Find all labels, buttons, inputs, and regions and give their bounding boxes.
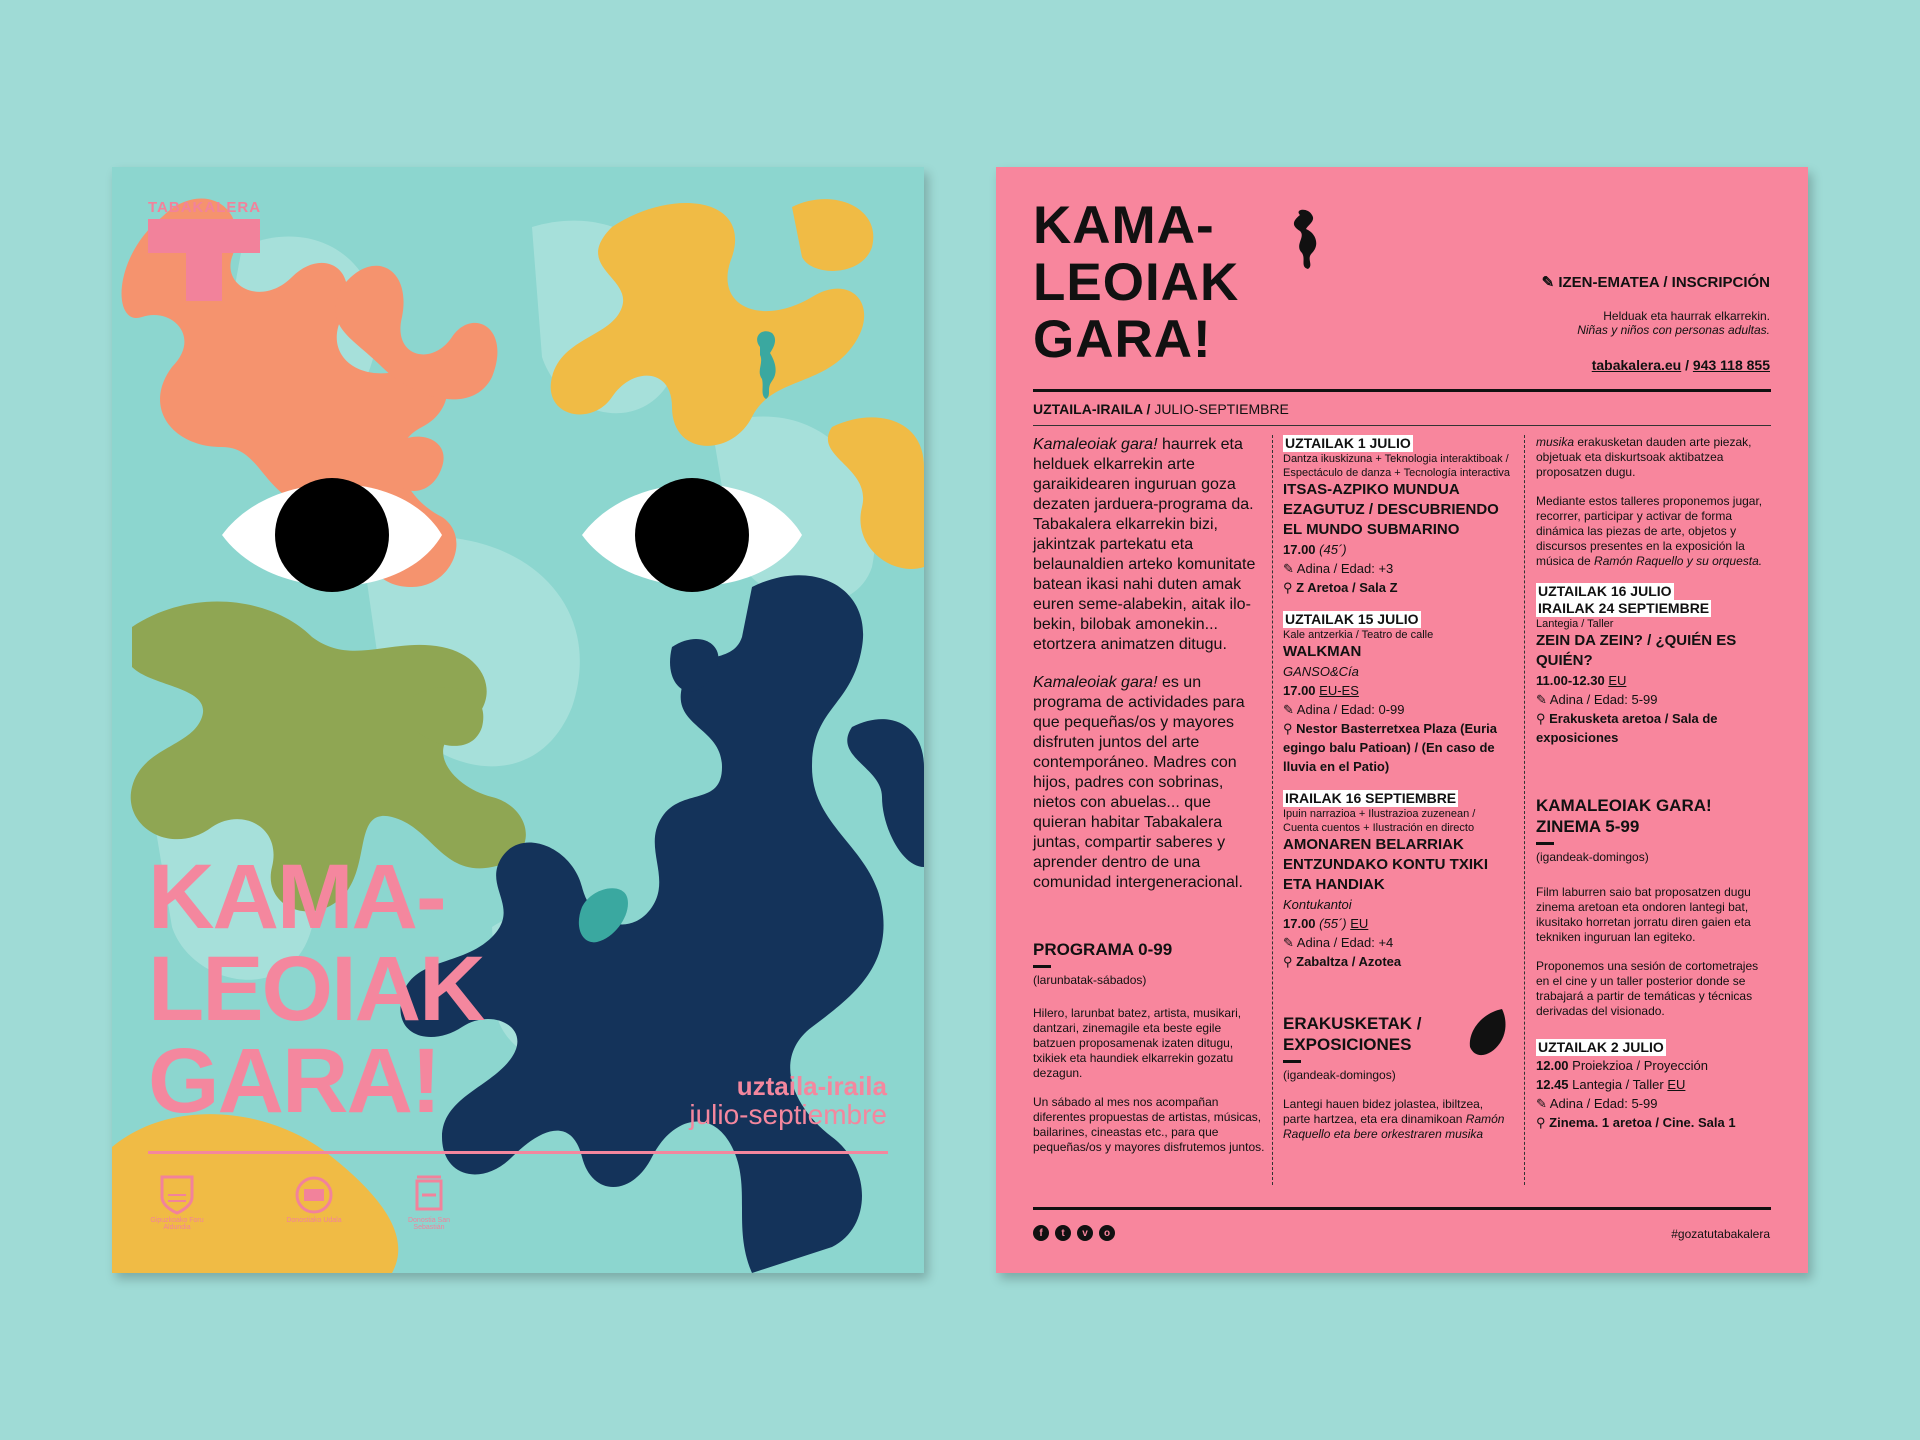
logo-caption: Gipuzkoako Foru Aldundia bbox=[150, 1217, 204, 1231]
logo-caption: Donostia San Sebastián bbox=[407, 1217, 451, 1231]
facebook-icon[interactable]: f bbox=[1033, 1225, 1049, 1241]
intro-eu bbox=[1033, 435, 1265, 655]
event-company bbox=[1283, 662, 1513, 681]
event-time-value: 11.00-12.30 bbox=[1536, 673, 1605, 688]
social-icons bbox=[1033, 1225, 1115, 1241]
event-2 bbox=[1283, 611, 1513, 776]
programa-title: PROGRAMA 0-99 bbox=[1033, 940, 1173, 959]
intro-es bbox=[1033, 673, 1265, 893]
period-line bbox=[1033, 401, 1289, 417]
period-rule bbox=[1033, 425, 1771, 426]
event-age bbox=[1536, 690, 1771, 709]
event-lang: EU bbox=[1350, 916, 1369, 931]
event-activity: Lantegia / Taller bbox=[1572, 1077, 1664, 1092]
event-time bbox=[1283, 914, 1513, 933]
section-dash bbox=[1283, 1060, 1301, 1063]
event-place bbox=[1536, 709, 1771, 747]
zinema-title: KAMALEOIAK GARA! ZINEMA 5-99 bbox=[1536, 796, 1712, 836]
location-pin-icon: ⚲ bbox=[1283, 954, 1297, 969]
column-divider bbox=[1524, 435, 1526, 1185]
event-time-value: 17.00 bbox=[1283, 683, 1316, 698]
footer-rule bbox=[1033, 1207, 1771, 1210]
event-company-text: Kontukantoi bbox=[1283, 897, 1352, 912]
event-place-text: Zabaltza / Azotea bbox=[1296, 954, 1402, 969]
event-time bbox=[1283, 540, 1513, 559]
section-dash bbox=[1033, 965, 1051, 968]
event-lang: EU bbox=[1667, 1077, 1686, 1092]
erakusketak-text: erakusketan dauden arte piezak, objetuak eta diskurtsoak aktibatzea proposatzen dugu. bbox=[1536, 435, 1752, 479]
erakusketak-italic: Ramón Raquello y su orquesta. bbox=[1594, 554, 1763, 568]
event-time-value: 17.00 bbox=[1283, 542, 1316, 557]
flyer-title bbox=[1033, 197, 1239, 368]
edit-icon: ✎ bbox=[1541, 274, 1559, 291]
location-pin-icon: ⚲ bbox=[1536, 1115, 1550, 1130]
location-pin-icon: ⚲ bbox=[1536, 711, 1550, 726]
event-category: Kale antzerkia / Teatro de calle bbox=[1283, 629, 1434, 641]
zinema-section bbox=[1536, 795, 1771, 1132]
event-date: IRAILAK 16 SEPTIEMBRE bbox=[1285, 790, 1457, 806]
location-pin-icon: ⚲ bbox=[1283, 721, 1297, 736]
zinema-event bbox=[1536, 1039, 1771, 1132]
seahorse-icon bbox=[1286, 209, 1324, 271]
event-place-text: Z Aretoa / Sala Z bbox=[1296, 580, 1398, 595]
event-age bbox=[1536, 1094, 1771, 1113]
intro-es-text: es un programa de actividades para que pequeñas/os y mayores disfruten juntos del arte contemporáneo. Madres con hijos, padres con sobrinas, nietos con abuelas... que quieran habitar Tabakalera juntas, compartir saberes y aprender dentro de una comunidad intergeneracional. bbox=[1033, 674, 1245, 891]
zinema-days: (igandeak-domingos) bbox=[1536, 850, 1649, 864]
poster-title-line: GARA! bbox=[148, 1030, 440, 1132]
event-place bbox=[1283, 952, 1513, 971]
registration-block bbox=[1542, 273, 1770, 373]
zinema-text-es: Proponemos una sesión de cortometrajes en el cine y un taller posterior donde se trabajará a partir de temáticas y técnicas derivadas del visionado. bbox=[1536, 959, 1759, 1018]
hashtag: #gozatutabakalera bbox=[1671, 1227, 1770, 1241]
flyer-title-line: KAMA- bbox=[1033, 196, 1215, 255]
flyer-title-line: LEOIAK bbox=[1033, 253, 1240, 312]
age-icon: ✎ bbox=[1283, 702, 1297, 717]
programa-text-eu: Hilero, larunbat batez, artista, musikari, dantzari, zinemagile eta beste egile batzuen proposamenak izaten ditugu, txikiek eta haundiek elkarrekin gozatu dezagun. bbox=[1033, 1006, 1242, 1080]
poster-date-eu: uztaila-iraila bbox=[736, 1071, 887, 1101]
san-sebastian-crest-icon bbox=[414, 1175, 444, 1215]
instagram-icon[interactable]: o bbox=[1099, 1225, 1115, 1241]
section-dash bbox=[1536, 842, 1554, 845]
poster-title-line: LEOIAK bbox=[148, 938, 484, 1040]
column-divider bbox=[1272, 435, 1274, 1185]
zinema-act-2 bbox=[1536, 1075, 1771, 1094]
twitter-icon[interactable]: t bbox=[1055, 1225, 1071, 1241]
event-date: UZTAILAK 1 JULIO bbox=[1285, 435, 1411, 451]
website-link[interactable]: tabakalera.eu bbox=[1591, 357, 1682, 373]
logo-san-sebastian bbox=[397, 1175, 461, 1231]
flyer bbox=[996, 167, 1808, 1273]
location-pin-icon: ⚲ bbox=[1283, 580, 1297, 595]
poster bbox=[112, 167, 924, 1273]
event-place bbox=[1283, 578, 1513, 597]
phone-link[interactable]: 943 118 855 bbox=[1692, 357, 1770, 373]
age-icon: ✎ bbox=[1536, 692, 1550, 707]
period-es: JULIO-SEPTIEMBRE bbox=[1154, 401, 1289, 417]
event-company-text: GANSO&Cía bbox=[1283, 664, 1359, 679]
zinema-text-eu: Film laburren saio bat proposatzen dugu zinema aretoan eta ondoren lantegi bat, ikusitako horretan jorratu diren gaien eta tekniken inguruan lan egiteko. bbox=[1536, 885, 1751, 944]
column-3 bbox=[1536, 435, 1771, 1132]
intro-eu-italic: Kamaleoiak gara! bbox=[1033, 436, 1158, 453]
event-age bbox=[1283, 933, 1513, 952]
erakusketak-text: Mediante estos talleres proponemos jugar, recorrer, participar y activar de forma dinámica las piezas de arte, objetos y discursos presentes en la exposición la música de bbox=[1536, 494, 1763, 568]
yellow-coral bbox=[792, 199, 873, 271]
event-date: IRAILAK 24 SEPTIEMBRE bbox=[1538, 600, 1710, 616]
erakusketak-text: Lantegi hauen bidez jolastea, ibiltzea, parte hartzea, eta era dinamikoan bbox=[1283, 1097, 1484, 1126]
vimeo-icon[interactable]: v bbox=[1077, 1225, 1093, 1241]
event-3 bbox=[1283, 790, 1513, 971]
header-rule bbox=[1033, 389, 1771, 392]
event-lang: EU bbox=[1608, 673, 1627, 688]
erakusketak-text-eu-a bbox=[1283, 1097, 1513, 1142]
event-place-text: Nestor Basterretxea Plaza (Euria egingo balu Patioan) / (En caso de lluvia en el Patio) bbox=[1283, 721, 1498, 774]
shell-icon bbox=[1466, 1007, 1510, 1061]
event-place-text: Erakusketa aretoa / Sala de exposiciones bbox=[1536, 711, 1718, 745]
event-date: UZTAILAK 2 JULIO bbox=[1538, 1039, 1664, 1055]
intro-es-italic: Kamaleoiak gara! bbox=[1033, 674, 1158, 691]
donostia-seal-icon bbox=[292, 1175, 336, 1215]
event-name: WALKMAN bbox=[1283, 643, 1362, 660]
event-age-text: Adina / Edad: 5-99 bbox=[1549, 692, 1658, 707]
column-1 bbox=[1033, 435, 1265, 1155]
event-time-value: 17.00 bbox=[1283, 916, 1316, 931]
erakusketak-days: (igandeak-domingos) bbox=[1283, 1068, 1396, 1082]
erakusketak-title: ERAKUSKETAK / EXPOSICIONES bbox=[1283, 1014, 1422, 1054]
poster-rule bbox=[148, 1151, 888, 1154]
poster-date-es: julio-septiembre bbox=[689, 1099, 887, 1130]
registration-line-eu: Helduak eta haurrak elkarrekin. bbox=[1603, 309, 1770, 323]
poster-brand: TABAKALERA bbox=[148, 199, 262, 216]
contact-sep: / bbox=[1685, 357, 1690, 373]
erakusketak-text-eu-b bbox=[1536, 435, 1771, 480]
event-1 bbox=[1283, 435, 1513, 597]
erakusketak-italic: musika bbox=[1536, 435, 1575, 449]
logo-caption: Donostiako Udala bbox=[286, 1217, 342, 1224]
age-icon: ✎ bbox=[1283, 561, 1297, 576]
event-time-value: 12.45 bbox=[1536, 1077, 1569, 1092]
navy-coral bbox=[847, 719, 924, 867]
erakusketak-italic: Ramón Raquello eta bere orkestraren musika bbox=[1283, 1112, 1505, 1141]
period-eu: UZTAILA-IRAILA / bbox=[1033, 401, 1151, 417]
event-place-text: Zinema. 1 aretoa / Cine. Sala 1 bbox=[1549, 1115, 1736, 1130]
event-category: Lantegia / Taller bbox=[1536, 618, 1614, 630]
poster-title-line: KAMA- bbox=[148, 846, 445, 948]
event-category: Dantza ikuskizuna + Teknologia interaktiboak / Espectáculo de danza + Tecnología interactiva bbox=[1283, 453, 1510, 479]
event-date: UZTAILAK 16 JULIO bbox=[1538, 583, 1672, 599]
logo-gipuzkoa bbox=[142, 1175, 212, 1231]
event-age bbox=[1283, 559, 1513, 578]
event-time bbox=[1283, 681, 1513, 700]
logo-donostia-udala bbox=[272, 1175, 356, 1224]
programa-text-es: Un sábado al mes nos acompañan diferentes propuestas de artistas, músicas, bailarines, cineastas etc., para que pequeñas/os y mayores disfrutemos juntos. bbox=[1033, 1095, 1265, 1154]
event-category: Ipuin narrazioa + Ilustrazioa zuzenean / Cuenta cuentos + Ilustración en directo bbox=[1283, 808, 1476, 834]
event-activity: Proiekzioa / Proyección bbox=[1572, 1058, 1709, 1073]
registration-heading-text: IZEN-EMATEA / INSCRIPCIÓN bbox=[1558, 274, 1770, 291]
gipuzkoa-shield-icon bbox=[160, 1175, 194, 1215]
orange-coral bbox=[392, 437, 444, 491]
lantegia-event bbox=[1536, 583, 1771, 747]
event-age bbox=[1283, 700, 1513, 719]
intro-eu-text: haurrek eta helduek elkarrekin arte garaikidearen inguruan goza dezaten jarduera-programa da. Tabakalera elkarrekin bizi, jakintzak partekatu eta belaunaldien arteko komunitate batean ikasi nahi duten amak euren seme-alabekin, aitak ilo-bekin, bilobak amonekin... etortzera animatzen ditugu. bbox=[1033, 436, 1256, 653]
zinema-act-1 bbox=[1536, 1056, 1771, 1075]
event-date: UZTAILAK 15 JULIO bbox=[1285, 611, 1419, 627]
programa-days: (larunbatak-sábados) bbox=[1033, 973, 1147, 987]
tabakalera-logo bbox=[148, 219, 260, 301]
age-icon: ✎ bbox=[1536, 1096, 1550, 1111]
event-duration: (55´) bbox=[1319, 916, 1347, 931]
event-age-text: Adina / Edad: 0-99 bbox=[1296, 702, 1405, 717]
flyer-title-line: GARA! bbox=[1033, 310, 1212, 369]
event-age-text: Adina / Edad: 5-99 bbox=[1549, 1096, 1658, 1111]
event-place bbox=[1283, 719, 1513, 776]
event-name: AMONAREN BELARRIAK ENTZUNDAKO KONTU TXIKI ETA HANDIAK bbox=[1283, 836, 1488, 893]
programa-section bbox=[1033, 939, 1265, 1155]
event-name: ITSAS-AZPIKO MUNDUA EZAGUTUZ / DESCUBRIENDO EL MUNDO SUBMARINO bbox=[1283, 481, 1499, 538]
event-time bbox=[1536, 671, 1771, 690]
erakusketak-text-es bbox=[1536, 494, 1771, 569]
event-age-text: Adina / Edad: +4 bbox=[1296, 935, 1394, 950]
registration-heading bbox=[1542, 273, 1770, 291]
age-icon: ✎ bbox=[1283, 935, 1297, 950]
event-company bbox=[1283, 895, 1513, 914]
registration-line-es: Niñas y niños con personas adultas. bbox=[1577, 323, 1770, 337]
event-age-text: Adina / Edad: +3 bbox=[1296, 561, 1394, 576]
event-duration: (45´) bbox=[1319, 542, 1347, 557]
event-lang: EU-ES bbox=[1319, 683, 1359, 698]
poster-title bbox=[148, 846, 484, 1132]
event-time-value: 12.00 bbox=[1536, 1058, 1569, 1073]
event-name: ZEIN DA ZEIN? / ¿QUIÉN ES QUIÉN? bbox=[1536, 632, 1737, 669]
event-place bbox=[1536, 1113, 1771, 1132]
registration-contact bbox=[1542, 357, 1770, 373]
